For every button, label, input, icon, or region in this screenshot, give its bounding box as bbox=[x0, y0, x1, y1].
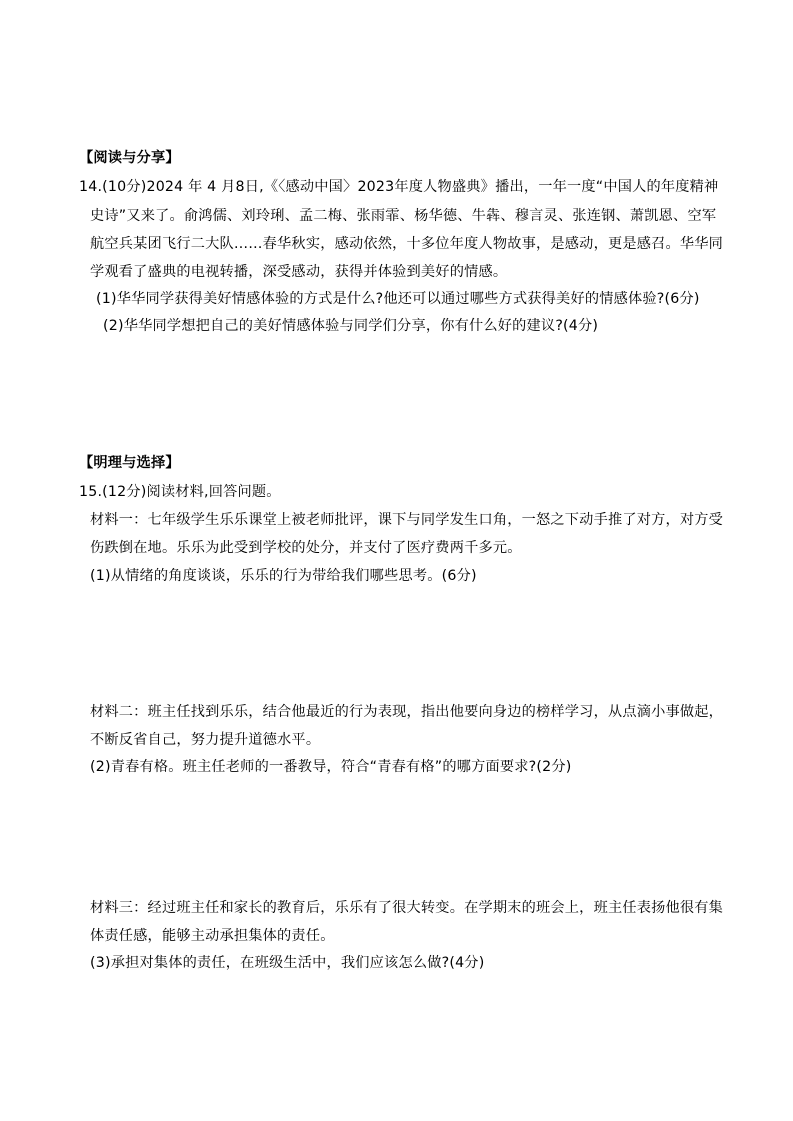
question-14-line-1: 14.(10分)2024 年 4 月8日,《〈感动中国〉2023年度人物盛典》播出，一年一度“中国人的年度精神 bbox=[79, 179, 719, 195]
question-15-intro: 15.(12分)阅读材料,回答问题。 bbox=[79, 484, 281, 500]
section-heading-reading-sharing: 【阅读与分享】 bbox=[79, 150, 180, 166]
question-14-line-3: 航空兵某团飞行二大队……春华秋实，感动依然，十多位年度人物故事，是感动，更是感召。华华同 bbox=[90, 236, 724, 252]
section-heading-reasoning-choice: 【明理与选择】 bbox=[79, 455, 180, 471]
material-1-line-1: 材料一：七年级学生乐乐课堂上被老师批评，课下与同学发生口角，一怒之下动手推了对方，对方受 bbox=[90, 512, 724, 528]
question-14-line-4: 学观看了盛典的电视转播，深受感动，获得并体验到美好的情感。 bbox=[90, 264, 508, 280]
material-3-line-2: 体责任感，能够主动承担集体的责任。 bbox=[90, 928, 335, 944]
material-1-line-2: 伤跌倒在地。乐乐为此受到学校的处分，并支付了医疗费两千多元。 bbox=[90, 540, 522, 556]
question-15-sub-1: (1)从情绪的角度谈谈，乐乐的行为带给我们哪些思考。(6分) bbox=[90, 568, 477, 584]
question-15-sub-2: (2)青春有格。班主任老师的一番教导，符合“青春有格”的哪方面要求?(2分) bbox=[90, 759, 572, 775]
question-14-sub-2: (2)华华同学想把自己的美好情感体验与同学们分享，你有什么好的建议?(4分) bbox=[103, 318, 599, 334]
material-2-line-1: 材料二：班主任找到乐乐，结合他最近的行为表现，指出他要向身边的榜样学习，从点滴小事做起， bbox=[90, 704, 724, 720]
material-2-line-2: 不断反省自己，努力提升道德水平。 bbox=[90, 732, 321, 748]
question-15-sub-3: (3)承担对集体的责任，在班级生活中，我们应该怎么做?(4分) bbox=[90, 955, 485, 971]
question-14-sub-1: (1)华华同学获得美好情感体验的方式是什么?他还可以通过哪些方式获得美好的情感体验?(6分) bbox=[96, 291, 700, 307]
question-14-line-2: 史诗”又来了。俞鸿儒、刘玲琍、孟二梅、张雨霏、杨华德、牛犇、穆言灵、张连钢、萧凯恩、空军 bbox=[90, 208, 717, 224]
material-3-line-1: 材料三：经过班主任和家长的教育后，乐乐有了很大转变。在学期末的班会上，班主任表扬他很有集 bbox=[90, 900, 724, 916]
